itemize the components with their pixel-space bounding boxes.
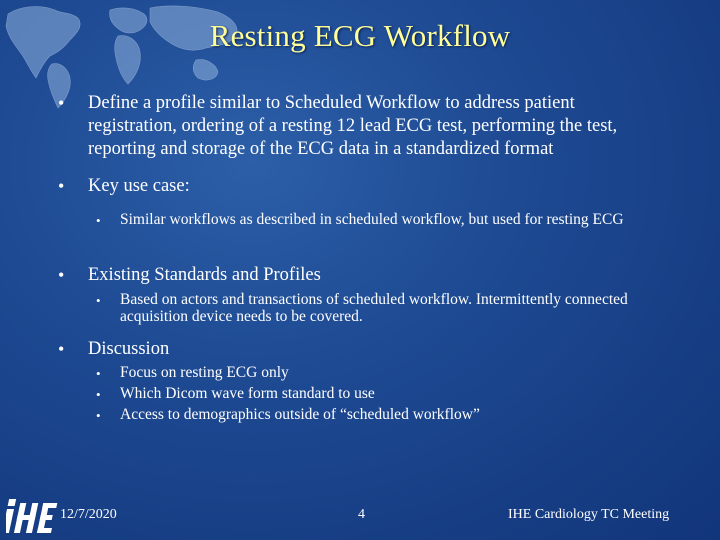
- bullet-marker: •: [96, 387, 101, 402]
- sub-bullet-text: Based on actors and transactions of scheduled workflow. Intermittently connected acquisition device needs to be covered.: [120, 291, 628, 325]
- sub-bullet-item: [96, 291, 686, 325]
- bullet-text: Key use case:: [88, 176, 190, 196]
- sub-bullet-item: [96, 385, 686, 402]
- footer-date: 12/7/2020: [60, 507, 117, 522]
- bullet-marker: •: [96, 213, 101, 228]
- footer-event: IHE Cardiology TC Meeting: [508, 507, 670, 522]
- bullet-item: [58, 175, 658, 198]
- bullet-marker: •: [58, 176, 65, 196]
- bullet-marker: •: [96, 408, 101, 423]
- bullet-text: Existing Standards and Profiles: [88, 265, 321, 285]
- bullet-item: [58, 338, 658, 361]
- sub-bullet-text: Access to demographics outside of “scheduled workflow”: [120, 406, 480, 423]
- bullet-marker: •: [96, 293, 101, 308]
- bullet-item: [58, 264, 658, 287]
- bullet-marker: •: [58, 93, 65, 113]
- sub-bullet-item: [96, 406, 686, 423]
- sub-bullet-text: Similar workflows as described in scheduled workflow, but used for resting ECG: [120, 211, 624, 228]
- bullet-marker: •: [96, 366, 101, 381]
- bullet-text: Discussion: [88, 339, 170, 359]
- ihe-logo: [6, 495, 60, 537]
- sub-bullet-text: Which Dicom wave form standard to use: [120, 385, 375, 402]
- bullet-item: [58, 92, 658, 161]
- sub-bullet-item: [96, 211, 686, 228]
- bullet-marker: •: [58, 265, 65, 285]
- bullet-text: Define a profile similar to Scheduled Workflow to address patient registration, ordering of a resting 12 lead ECG test, performing the test, reporting and storage of the ECG data in a standardized format: [88, 93, 618, 159]
- footer-page-number: 4: [358, 507, 365, 522]
- bullet-marker: •: [58, 339, 65, 359]
- sub-bullet-item: [96, 364, 686, 381]
- sub-bullet-text: Focus on resting ECG only: [120, 364, 289, 381]
- slide-title: Resting ECG Workflow: [209, 18, 511, 53]
